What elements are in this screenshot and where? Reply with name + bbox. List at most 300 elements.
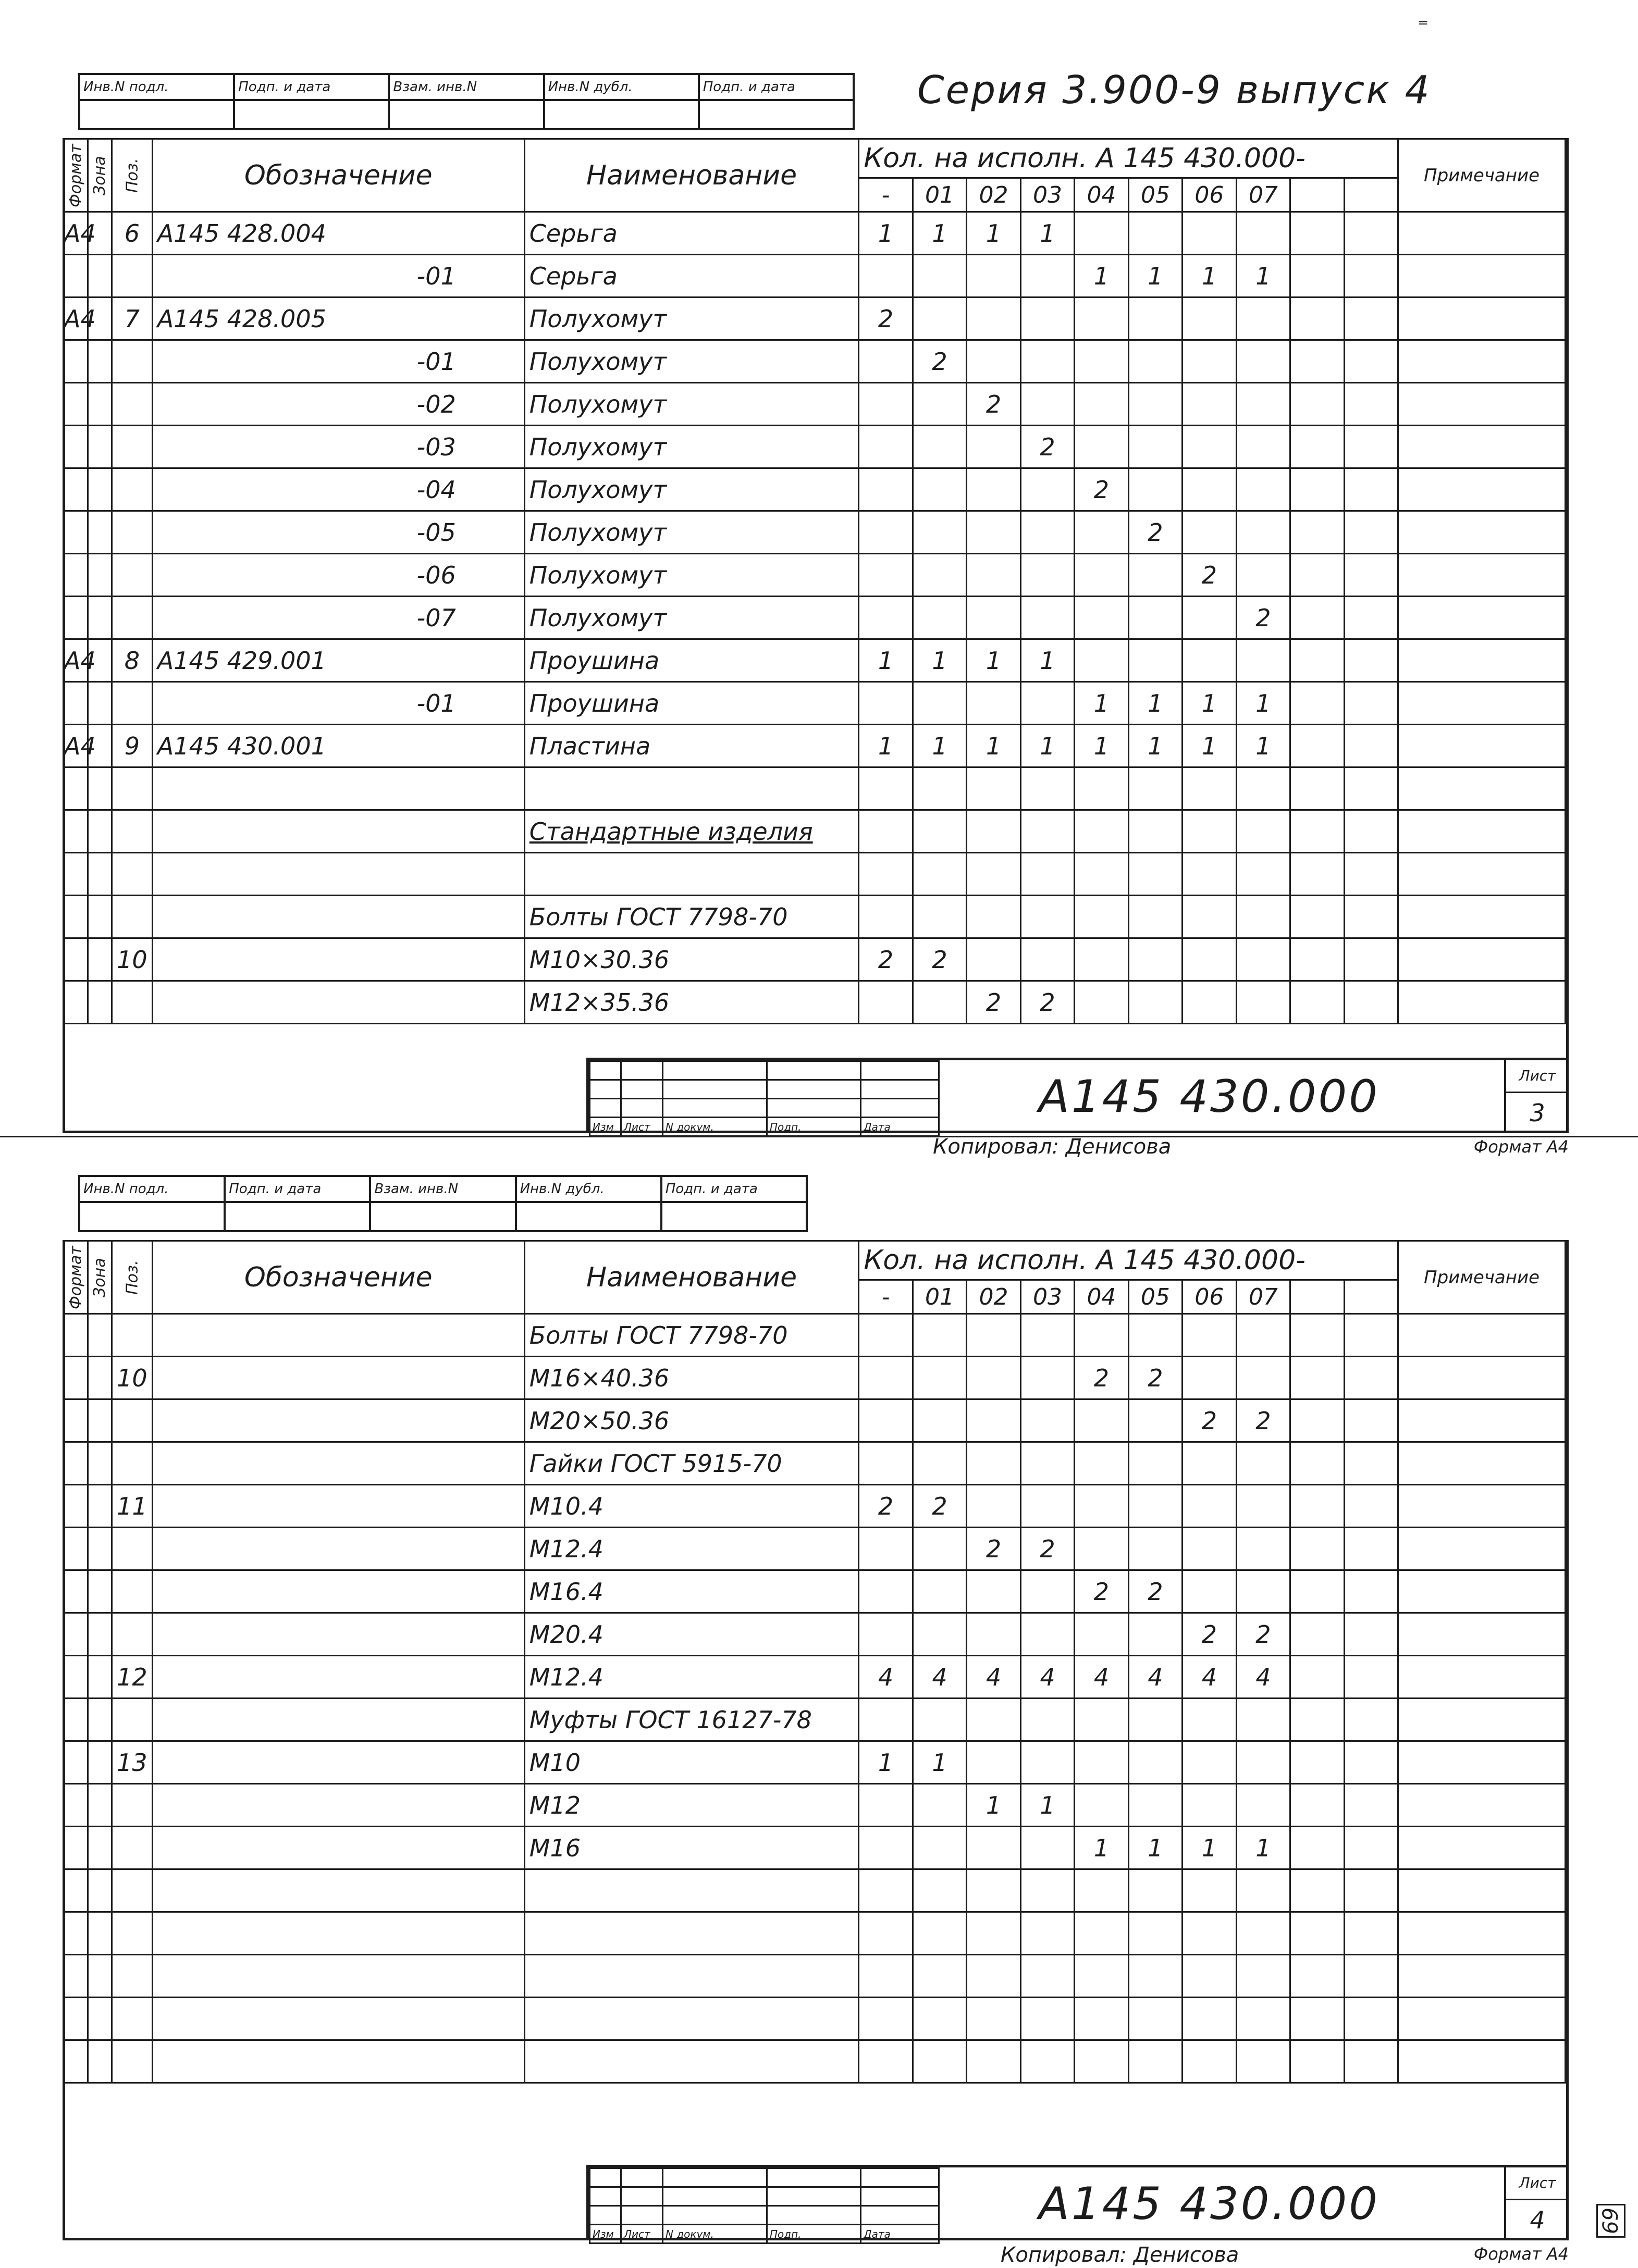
cell-qty: 1 (967, 639, 1020, 682)
cell-note (1398, 1442, 1566, 1485)
cell-qty (1128, 597, 1182, 639)
cell-zone (88, 1955, 112, 1998)
cell-qty (859, 1784, 913, 1827)
exec-col: 02 (967, 178, 1020, 212)
cell-zone (88, 1442, 112, 1485)
cell-qty (1236, 853, 1290, 896)
col-format: Формат (64, 139, 88, 212)
cell-qty-empty (1344, 383, 1398, 426)
cell-format (64, 1869, 88, 1912)
cell-qty (1236, 938, 1290, 981)
cell-zone (88, 853, 112, 896)
spec-row (64, 1357, 1566, 1399)
cell-qty (967, 2040, 1020, 2083)
archive-cell (225, 1202, 370, 1231)
cell-qty-empty (1344, 1827, 1398, 1869)
spec-table (63, 1240, 1566, 2084)
cell-qty: 2 (1128, 1570, 1182, 1613)
cell-qty (1020, 1827, 1074, 1869)
cell-qty (1075, 597, 1128, 639)
col-designation: Обозначение (152, 1241, 524, 1314)
cell-qty (1020, 1955, 1074, 1998)
spec-row (64, 810, 1566, 853)
cell-zone (88, 1613, 112, 1656)
cell-qty: 1 (1020, 639, 1074, 682)
cell-pos (112, 1570, 153, 1613)
cell-qty (1020, 468, 1074, 511)
cell-qty-empty (1290, 255, 1344, 298)
cell-qty (1128, 426, 1182, 468)
archive-block (78, 73, 855, 130)
spec-row (64, 383, 1566, 426)
cell-qty (1020, 340, 1074, 383)
cell-zone (88, 255, 112, 298)
cell-name: Полухомут (524, 340, 859, 383)
cell-qty-empty (1344, 1485, 1398, 1528)
cell-qty (1075, 767, 1128, 810)
cell-pos: 12 (112, 1656, 153, 1699)
revision-grid (589, 2167, 940, 2244)
cell-qty: 2 (1020, 1528, 1074, 1570)
cell-qty (1075, 2040, 1128, 2083)
cell-designation (152, 938, 524, 981)
cell-qty (1128, 981, 1182, 1024)
cell-note (1398, 1784, 1566, 1827)
cell-qty-empty (1344, 1741, 1398, 1784)
cell-designation: -02 (152, 383, 524, 426)
cell-qty (967, 1570, 1020, 1613)
spec-row (64, 212, 1566, 255)
cell-qty (967, 1357, 1020, 1399)
spec-row (64, 1570, 1566, 1613)
cell-qty: 1 (1128, 725, 1182, 767)
cell-qty-empty (1344, 1314, 1398, 1357)
cell-designation (152, 1570, 524, 1613)
spec-row (64, 1399, 1566, 1442)
cell-qty (1128, 1741, 1182, 1784)
cell-qty-empty (1344, 298, 1398, 340)
cell-qty-empty (1290, 725, 1344, 767)
cell-qty (1020, 938, 1074, 981)
cell-qty (859, 2040, 913, 2083)
exec-col: 06 (1183, 1280, 1236, 1314)
cell-pos (112, 597, 153, 639)
cell-name: М12×35.36 (524, 981, 859, 1024)
cell-qty (1020, 1570, 1074, 1613)
cell-name: М16.4 (524, 1570, 859, 1613)
cell-format (64, 1955, 88, 1998)
cell-designation (152, 1528, 524, 1570)
spec-row (64, 1784, 1566, 1827)
cell-qty (913, 298, 966, 340)
cell-qty: 1 (967, 1784, 1020, 1827)
archive-header: Подп. и дата (699, 74, 854, 100)
cell-qty (967, 511, 1020, 554)
cell-qty (859, 767, 913, 810)
cell-name (524, 2040, 859, 2083)
cell-qty: 1 (859, 639, 913, 682)
cell-qty (1236, 1357, 1290, 1399)
cell-designation: -05 (152, 511, 524, 554)
cell-name: Полухомут (524, 597, 859, 639)
cell-qty-empty (1344, 1912, 1398, 1955)
cell-designation (152, 2040, 524, 2083)
spec-row (64, 255, 1566, 298)
cell-name: Муфты ГОСТ 16127-78 (524, 1699, 859, 1741)
cell-format (64, 1485, 88, 1528)
cell-pos (112, 767, 153, 810)
cell-pos: 6 (112, 212, 153, 255)
cell-qty: 1 (1128, 1827, 1182, 1869)
cell-format (64, 767, 88, 810)
col-qty-title: Кол. на исполн. А 145 430.000- (859, 139, 1398, 178)
cell-format (64, 682, 88, 725)
cell-pos: 13 (112, 1741, 153, 1784)
cell-qty (1020, 1485, 1074, 1528)
cell-designation: А145 428.005 (152, 298, 524, 340)
cell-qty (913, 1869, 966, 1912)
stamp-header: Изм (590, 2225, 621, 2244)
cell-qty (1128, 1998, 1182, 2040)
exec-col: 01 (913, 1280, 966, 1314)
cell-qty-empty (1290, 2040, 1344, 2083)
cell-qty (1075, 1528, 1128, 1570)
cell-qty (967, 1955, 1020, 1998)
archive-header: Подп. и дата (225, 1176, 370, 1202)
cell-qty (1236, 1955, 1290, 1998)
cell-note (1398, 511, 1566, 554)
cell-qty: 2 (1236, 1613, 1290, 1656)
cell-name: М12 (524, 1784, 859, 1827)
cell-zone (88, 1741, 112, 1784)
cell-name: Стандартные изделия (524, 810, 859, 853)
cell-pos (112, 1955, 153, 1998)
cell-qty (1075, 853, 1128, 896)
cell-qty (1183, 340, 1236, 383)
exec-col: 04 (1075, 178, 1128, 212)
cell-qty: 1 (913, 639, 966, 682)
cell-zone (88, 896, 112, 938)
cell-qty-empty (1344, 1399, 1398, 1442)
cell-qty (913, 1528, 966, 1570)
cell-zone (88, 1998, 112, 2040)
cell-qty: 2 (1020, 981, 1074, 1024)
stamp-header: Изм (590, 1118, 621, 1136)
cell-qty-empty (1290, 554, 1344, 597)
cell-note (1398, 426, 1566, 468)
cell-qty (1020, 554, 1074, 597)
cell-format (64, 981, 88, 1024)
archive-header: Инв.N дубл. (516, 1176, 661, 1202)
cell-qty (1020, 853, 1074, 896)
cell-note (1398, 810, 1566, 853)
sheet-number-box (1504, 2167, 1569, 2240)
stamp-header: Дата (861, 1118, 939, 1136)
cell-note (1398, 938, 1566, 981)
cell-qty (1236, 1912, 1290, 1955)
cell-qty (1128, 1442, 1182, 1485)
col-zone: Зона (88, 139, 112, 212)
cell-qty: 1 (859, 725, 913, 767)
cell-qty: 4 (1075, 1656, 1128, 1699)
cell-qty (1075, 212, 1128, 255)
cell-qty (1020, 767, 1074, 810)
col-designation: Обозначение (152, 139, 524, 212)
archive-header: Подп. и дата (234, 74, 389, 100)
col-note: Примечание (1398, 1241, 1566, 1314)
cell-qty (1128, 298, 1182, 340)
exec-col: 07 (1236, 1280, 1290, 1314)
sheet-number-box (1504, 1060, 1569, 1133)
cell-qty (1128, 340, 1182, 383)
cell-format (64, 426, 88, 468)
cell-name: Пластина (524, 725, 859, 767)
sheet-label: Лист (1506, 1060, 1569, 1093)
cell-name: Проушина (524, 639, 859, 682)
cell-qty: 4 (859, 1656, 913, 1699)
cell-qty (859, 1570, 913, 1613)
archive-cell (661, 1202, 807, 1231)
cell-designation (152, 1998, 524, 2040)
cell-qty: 1 (1075, 255, 1128, 298)
cell-format (64, 1656, 88, 1699)
cell-format (64, 1357, 88, 1399)
cell-pos (112, 1613, 153, 1656)
cell-qty (967, 810, 1020, 853)
cell-qty (1183, 767, 1236, 810)
title-block (586, 2165, 1569, 2240)
cell-name: М12.4 (524, 1528, 859, 1570)
cell-qty (967, 426, 1020, 468)
cell-format: А4 (64, 725, 88, 767)
cell-zone (88, 767, 112, 810)
cell-qty (1183, 597, 1236, 639)
cell-zone (88, 511, 112, 554)
cell-note (1398, 725, 1566, 767)
cell-qty (1183, 639, 1236, 682)
cell-zone (88, 340, 112, 383)
cell-qty: 2 (913, 938, 966, 981)
cell-qty (1236, 1442, 1290, 1485)
cell-name: М20×50.36 (524, 1399, 859, 1442)
cell-zone (88, 383, 112, 426)
cell-qty-empty (1344, 1570, 1398, 1613)
cell-qty (1236, 1998, 1290, 2040)
cell-qty (1128, 554, 1182, 597)
cell-designation: А145 429.001 (152, 639, 524, 682)
cell-format (64, 896, 88, 938)
cell-qty (859, 468, 913, 511)
cell-note (1398, 853, 1566, 896)
series-title: Серия 3.900-9 выпуск 4 (917, 68, 1431, 113)
cell-designation (152, 1442, 524, 1485)
cell-qty (1183, 1699, 1236, 1741)
cell-qty-empty (1344, 1357, 1398, 1399)
cell-qty (1236, 1485, 1290, 1528)
cell-pos (112, 682, 153, 725)
cell-qty: 1 (1020, 212, 1074, 255)
cell-qty: 2 (1183, 1399, 1236, 1442)
cell-qty: 1 (913, 725, 966, 767)
cell-name: Полухомут (524, 426, 859, 468)
cell-note (1398, 1827, 1566, 1869)
cell-qty-empty (1344, 255, 1398, 298)
cell-designation: -01 (152, 255, 524, 298)
cell-qty (913, 810, 966, 853)
spec-sheet-3 (63, 21, 1569, 1159)
cell-qty-empty (1290, 383, 1344, 426)
cell-qty (967, 1485, 1020, 1528)
cell-qty (1128, 212, 1182, 255)
cell-qty (967, 597, 1020, 639)
cell-pos: 8 (112, 639, 153, 682)
cell-qty (1075, 383, 1128, 426)
cell-qty-empty (1290, 981, 1344, 1024)
cell-qty (913, 1955, 966, 1998)
cell-qty-empty (1290, 1314, 1344, 1357)
cell-qty (1128, 639, 1182, 682)
cell-qty (967, 554, 1020, 597)
cell-qty (1183, 1357, 1236, 1399)
cell-qty-empty (1290, 340, 1344, 383)
cell-designation (152, 1357, 524, 1399)
cell-qty (859, 1699, 913, 1741)
cell-qty: 2 (913, 340, 966, 383)
cell-qty-empty (1290, 767, 1344, 810)
cell-format (64, 1784, 88, 1827)
spec-row (64, 1998, 1566, 2040)
cell-format (64, 511, 88, 554)
cell-qty (1020, 1741, 1074, 1784)
cell-qty: 2 (1183, 1613, 1236, 1656)
cell-qty: 2 (913, 1485, 966, 1528)
spec-row (64, 426, 1566, 468)
cell-qty (913, 1613, 966, 1656)
cell-qty (1236, 1528, 1290, 1570)
cell-qty (859, 554, 913, 597)
cell-qty (913, 2040, 966, 2083)
col-qty-title: Кол. на исполн. А 145 430.000- (859, 1241, 1398, 1280)
cell-note (1398, 597, 1566, 639)
cell-qty-empty (1344, 1869, 1398, 1912)
cell-qty: 1 (1075, 682, 1128, 725)
cell-name: М16×40.36 (524, 1357, 859, 1399)
exec-col: - (859, 178, 913, 212)
cell-qty (859, 1528, 913, 1570)
cell-qty-empty (1344, 511, 1398, 554)
cell-qty (1128, 1399, 1182, 1442)
cell-name: М10×30.36 (524, 938, 859, 981)
exec-col-empty (1344, 1280, 1398, 1314)
cell-qty: 2 (1075, 468, 1128, 511)
cell-qty (1075, 1314, 1128, 1357)
cell-note (1398, 298, 1566, 340)
cell-note (1398, 212, 1566, 255)
cell-format (64, 554, 88, 597)
cell-format (64, 255, 88, 298)
cell-qty-empty (1344, 767, 1398, 810)
cell-qty: 4 (1128, 1656, 1182, 1699)
cell-qty-empty (1290, 212, 1344, 255)
spec-row (64, 2040, 1566, 2083)
spec-row (64, 468, 1566, 511)
spec-row (64, 639, 1566, 682)
cell-name: Проушина (524, 682, 859, 725)
cell-qty-empty (1290, 597, 1344, 639)
cell-qty (1020, 383, 1074, 426)
cell-qty (913, 255, 966, 298)
cell-qty-empty (1290, 1998, 1344, 2040)
cell-qty (1020, 896, 1074, 938)
cell-qty (1183, 212, 1236, 255)
cell-qty (1075, 896, 1128, 938)
cell-qty: 2 (1128, 1357, 1182, 1399)
cell-pos (112, 1528, 153, 1570)
cell-name: Болты ГОСТ 7798-70 (524, 1314, 859, 1357)
cell-qty (1020, 2040, 1074, 2083)
cell-qty (1183, 511, 1236, 554)
cell-qty (913, 981, 966, 1024)
format-label: Формат А4 (1473, 1137, 1569, 1157)
document-code: А145 430.000 (1039, 2178, 1380, 2230)
cell-format (64, 597, 88, 639)
cell-qty (913, 1827, 966, 1869)
cell-qty-empty (1290, 298, 1344, 340)
cell-format (64, 1570, 88, 1613)
cell-name: Серьга (524, 255, 859, 298)
cell-qty (1128, 1699, 1182, 1741)
spec-row (64, 1613, 1566, 1656)
cell-qty (859, 896, 913, 938)
cell-qty: 4 (967, 1656, 1020, 1699)
cell-qty-empty (1290, 639, 1344, 682)
cell-qty (913, 1912, 966, 1955)
cell-zone (88, 597, 112, 639)
cell-note (1398, 1485, 1566, 1528)
cell-format (64, 810, 88, 853)
cell-qty-empty (1290, 1357, 1344, 1399)
cell-note (1398, 1955, 1566, 1998)
cell-qty-empty (1290, 853, 1344, 896)
cell-designation (152, 1955, 524, 1998)
spec-row (64, 896, 1566, 938)
col-pos: Поз. (112, 1241, 153, 1314)
cell-note (1398, 340, 1566, 383)
cell-qty (859, 1399, 913, 1442)
cell-qty-empty (1344, 2040, 1398, 2083)
cell-qty: 2 (1020, 426, 1074, 468)
cell-qty-empty (1290, 1656, 1344, 1699)
cell-qty (1020, 1699, 1074, 1741)
cell-qty (1236, 1741, 1290, 1784)
cell-qty (1236, 639, 1290, 682)
cell-qty-empty (1344, 1442, 1398, 1485)
cell-designation (152, 1827, 524, 1869)
spec-row (64, 1656, 1566, 1699)
cell-qty (859, 1912, 913, 1955)
title-block (586, 1058, 1569, 1133)
cell-format (64, 383, 88, 426)
cell-zone (88, 1314, 112, 1357)
cell-qty: 1 (1183, 682, 1236, 725)
spec-row (64, 767, 1566, 810)
cell-qty (1236, 554, 1290, 597)
cell-qty (859, 383, 913, 426)
cell-qty (1236, 426, 1290, 468)
cell-qty-empty (1344, 938, 1398, 981)
cell-qty-empty (1290, 1827, 1344, 1869)
cell-qty (1075, 938, 1128, 981)
